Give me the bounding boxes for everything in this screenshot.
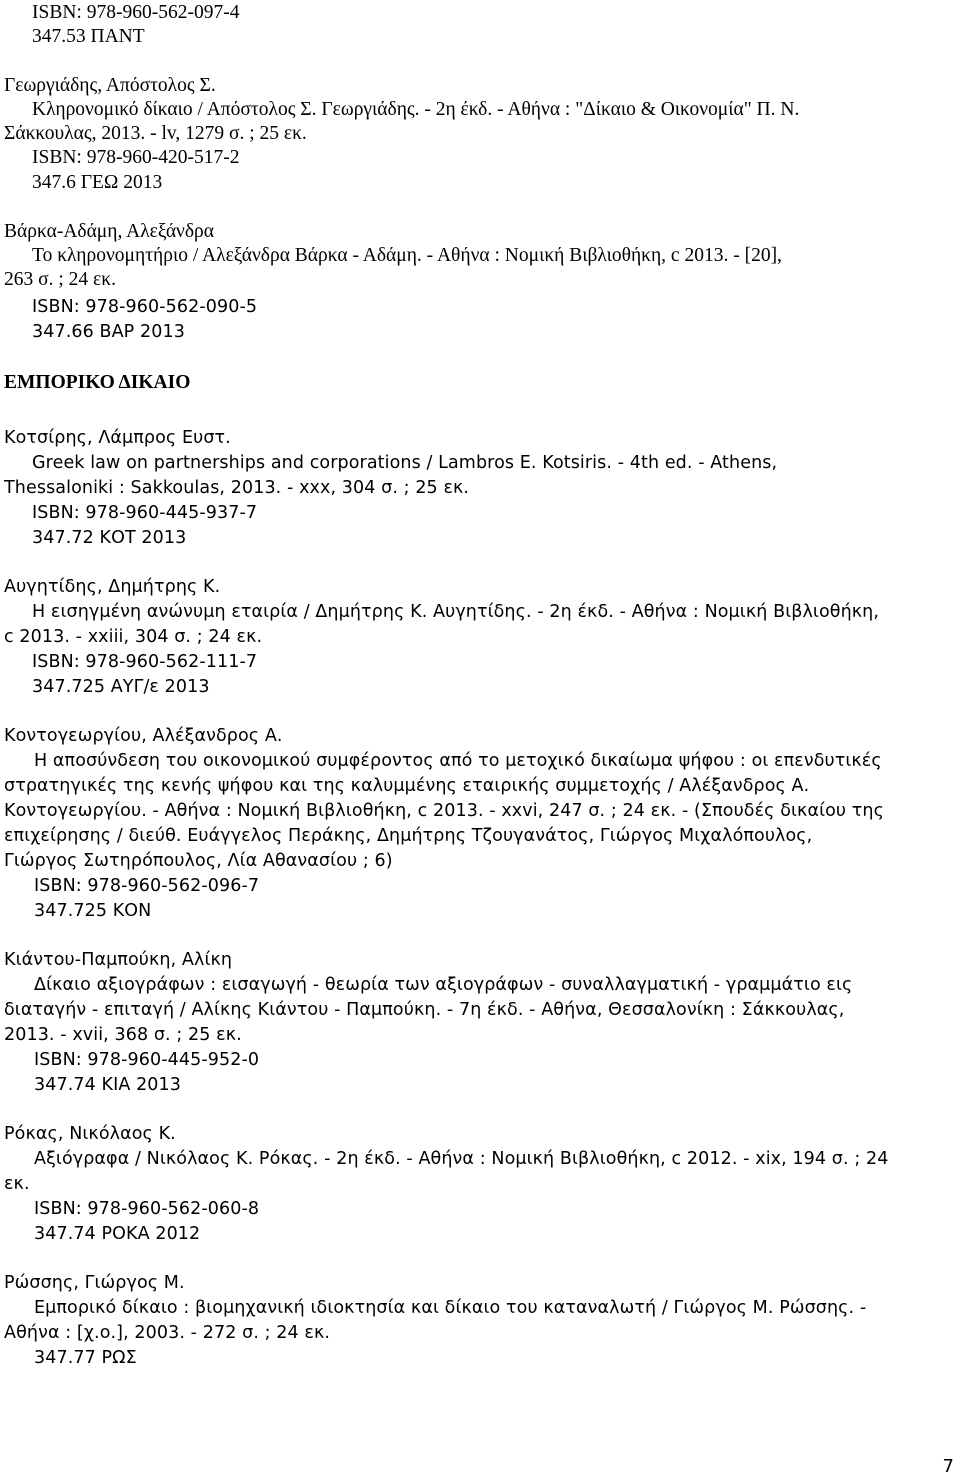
call-number: 347.72 ΚΟΤ 2013 — [32, 528, 187, 548]
title-line: Εμπορικό δίκαιο : βιομηχανική ιδιοκτησία και δίκαιο του καταναλωτή / Γιώργος Μ. Ρώσσης. - — [34, 1298, 867, 1318]
author-line: Αυγητίδης, Δημήτρης Κ. — [4, 577, 221, 597]
isbn-line: ISBN: 978-960-445-952-0 — [34, 1050, 260, 1070]
author-line: Κοτσίρης, Λάμπρος Ευστ. — [4, 428, 231, 448]
title-line: Η αποσύνδεση του οικονομικού συμφέροντος από το μετοχικό δικαίωμα ψήφου : οι επενδυτικές — [34, 751, 882, 771]
title-line: Γιώργος Σωτηρόπουλος, Λία Αθανασίου ; 6) — [4, 851, 393, 871]
call-number: 347.77 ΡΩΣ — [34, 1348, 137, 1368]
title-line: Greek law on partnerships and corporations / Lambros E. Kotsiris. - 4th ed. - Athens, — [32, 453, 778, 473]
title-line: Κοντογεωργίου. - Αθήνα : Νομική Βιβλιοθήκη, c 2013. - xxvi, 247 σ. ; 24 εκ. - (Σπουδές δικαίου της — [4, 801, 884, 821]
title-line: επιχείρησης / διεύθ. Ευάγγελος Περάκης, Δημήτρης Τζουγανάτος, Γιώργος Μιχαλόπουλος, — [4, 826, 813, 846]
title-line: c 2013. - xxiii, 304 σ. ; 24 εκ. — [4, 627, 263, 647]
isbn-line: ISBN: 978-960-562-060-8 — [34, 1199, 260, 1219]
call-number: 347.74 ΡΟΚΑ 2012 — [34, 1224, 201, 1244]
call-number: 347.53 ΠΑΝΤ — [32, 26, 145, 47]
isbn-line: ISBN: 978-960-562-097-4 — [32, 2, 240, 23]
author-line: Κιάντου-Παμπούκη, Αλίκη — [4, 950, 233, 970]
title-line: 2013. - xvii, 368 σ. ; 25 εκ. — [4, 1025, 242, 1045]
title-line: στρατηγικές της κενής ψήφου και της καλυμμένης εταιρικής συμμετοχής / Αλέξανδρος Α. — [4, 776, 810, 796]
author-line: Γεωργιάδης, Απόστολος Σ. — [4, 75, 216, 96]
call-number: 347.725 ΑΥΓ/ε 2013 — [32, 677, 210, 697]
isbn-line: ISBN: 978-960-562-090-5 — [32, 297, 258, 317]
isbn-line: ISBN: 978-960-562-111-7 — [32, 652, 258, 672]
title-line: Κληρονομικό δίκαιο / Απόστολος Σ. Γεωργιάδης. - 2η έκδ. - Αθήνα : "Δίκαιο & Οικονομία" Π. Ν. — [32, 99, 800, 120]
section-heading: ΕΜΠΟΡΙΚΟ ΔΙΚΑΙΟ — [4, 372, 191, 393]
isbn-line: ISBN: 978-960-562-096-7 — [34, 876, 260, 896]
title-line: Σάκκουλας, 2013. - lv, 1279 σ. ; 25 εκ. — [4, 123, 307, 144]
author-line: Ρώσσης, Γιώργος Μ. — [4, 1273, 185, 1293]
author-line: Βάρκα-Αδάμη, Αλεξάνδρα — [4, 221, 214, 242]
call-number: 347.6 ΓΕΩ 2013 — [32, 172, 163, 193]
title-line: 263 σ. ; 24 εκ. — [4, 269, 116, 290]
call-number: 347.74 ΚΙΑ 2013 — [34, 1075, 182, 1095]
call-number: 347.66 ΒΑΡ 2013 — [32, 322, 185, 342]
author-line: Ρόκας, Νικόλαος Κ. — [4, 1124, 176, 1144]
isbn-line: ISBN: 978-960-445-937-7 — [32, 503, 258, 523]
author-line: Κοντογεωργίου, Αλέξανδρος Α. — [4, 726, 283, 746]
title-line: Thessaloniki : Sakkoulas, 2013. - xxx, 304 σ. ; 25 εκ. — [4, 478, 470, 498]
call-number: 347.725 ΚΟΝ — [34, 901, 152, 921]
title-line: Αθήνα : [χ.ο.], 2003. - 272 σ. ; 24 εκ. — [4, 1323, 331, 1343]
isbn-line: ISBN: 978-960-420-517-2 — [32, 147, 240, 168]
title-line: Το κληρονομητήριο / Αλεξάνδρα Βάρκα - Αδάμη. - Αθήνα : Νομική Βιβλιοθήκη, c 2013. - [20], — [32, 245, 782, 266]
title-line: Η εισηγμένη ανώνυμη εταιρία / Δημήτρης Κ. Αυγητίδης. - 2η έκδ. - Αθήνα : Νομική Βιβλιοθήκη, — [32, 602, 880, 622]
title-line: Δίκαιο αξιογράφων : εισαγωγή - θεωρία των αξιογράφων - συναλλαγματική - γραμμάτιο εις — [34, 975, 853, 995]
title-line: εκ. — [4, 1174, 30, 1194]
title-line: διαταγήν - επιταγή / Αλίκης Κιάντου - Παμπούκη. - 7η έκδ. - Αθήνα, Θεσσαλονίκη : Σάκκουλας, — [4, 1000, 845, 1020]
page-number: 7 — [942, 1456, 954, 1477]
title-line: Αξιόγραφα / Νικόλαος Κ. Ρόκας. - 2η έκδ. - Αθήνα : Νομική Βιβλιοθήκη, c 2012. - xix, 194 σ. ; 24 — [34, 1149, 889, 1169]
